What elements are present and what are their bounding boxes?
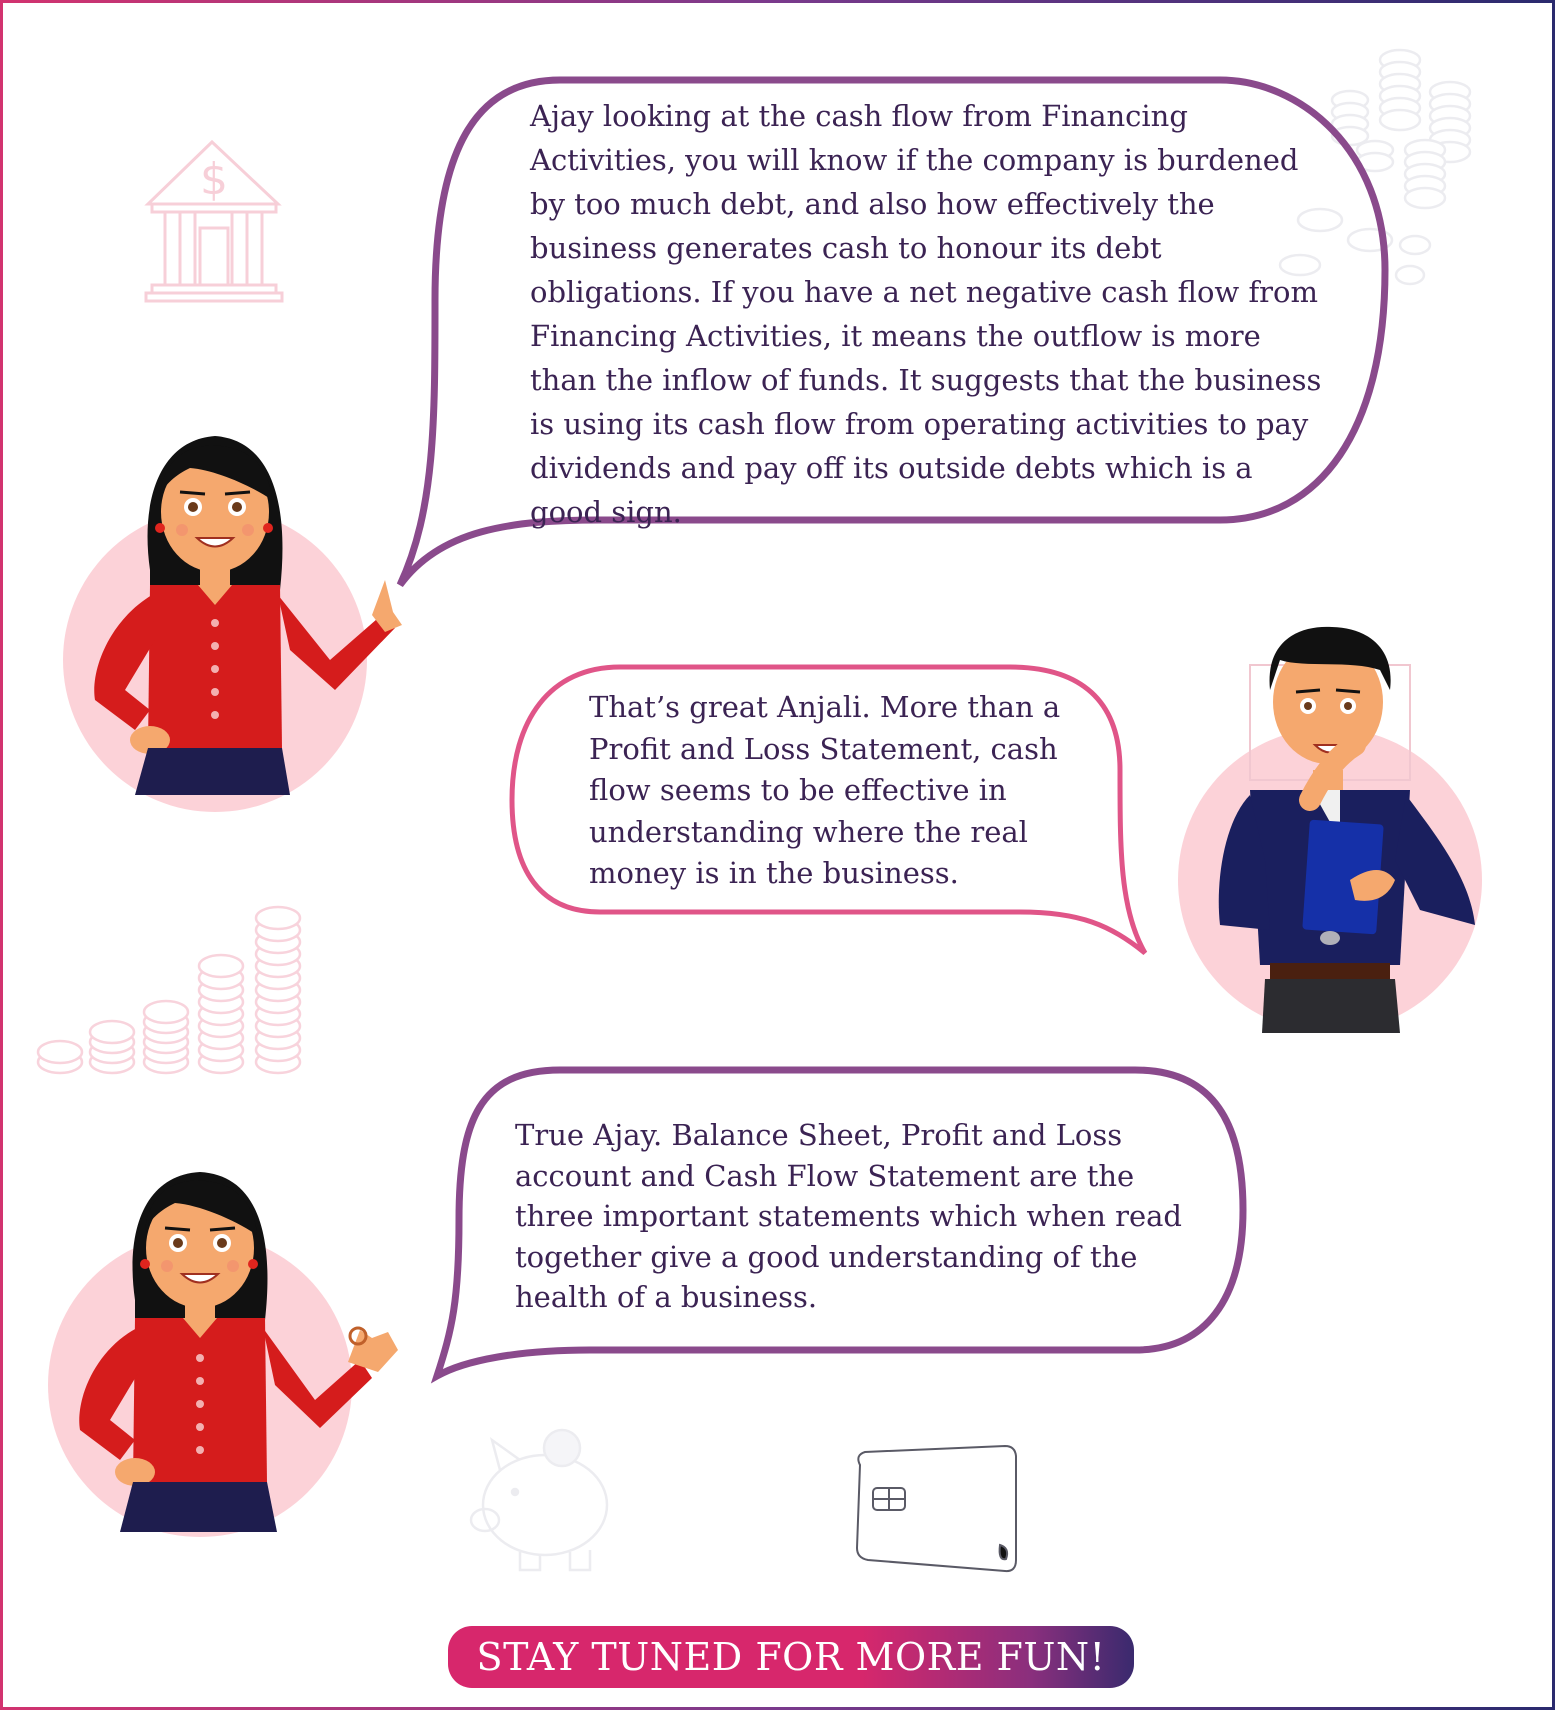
bubble-2-text: That’s great Anjali. More than a Profit and Loss Statement, cash flow seems to be effective in understanding where the real money is in the business. (589, 690, 1061, 890)
bubble-1-text: Ajay looking at the cash flow from Financing Activities, you will know if the company is burdened by too much debt, and also how effectively the business generates cash to honour its debt obligations. If you have a net negative cash flow from Financing Activities, it means the outflow is more than the inflow of funds. It suggests that the business is using its cash flow from operating activities to pay dividends and pay off its outside debts which is a good sign. (530, 99, 1322, 529)
anjali-avatar-2 (48, 1172, 398, 1537)
bubble-3-text: True Ajay. Balance Sheet, Profit and Loss account and Cash Flow Statement are the three important statements which when read together give a good understanding of the health of a business. (515, 1118, 1182, 1314)
anjali-avatar-1 (63, 436, 402, 812)
stay-tuned-banner[interactable]: STAY TUNED FOR MORE FUN! (448, 1626, 1134, 1688)
ajay-avatar (1178, 627, 1482, 1033)
svg-text:$: $ (200, 154, 228, 205)
